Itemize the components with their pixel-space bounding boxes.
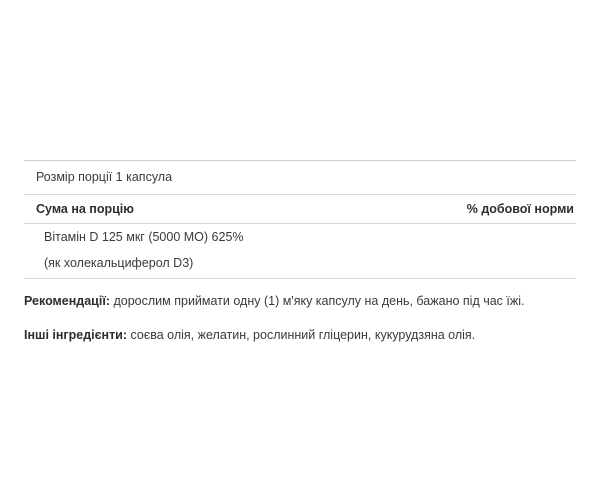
daily-value-header: % добової норми [466,202,574,216]
directions-label: Рекомендації: [24,294,111,308]
directions-body: дорослим приймати одну (1) м'яку капсулу на день, бажано під час їжі. [110,294,525,308]
nutrient-source: (як холекальциферол D3) [44,256,194,270]
other-ingredients-label: Інші інгредієнти: [24,328,128,343]
other-ingredients-text [24,310,576,344]
amount-per-serving-row [24,195,576,223]
nutrient-name: Вітамін D 125 мкг (5000 МО) 625% [44,230,244,244]
amount-per-serving-label: Сума на порцію [36,202,134,216]
directions-text [24,279,576,310]
serving-size-text: Розмір порції 1 капсула [36,170,173,184]
supplement-facts-panel [24,160,576,344]
other-ingredients-body: соєва олія, желатин, рослинний гліцерин, кукурудзяна олія. [127,328,476,343]
